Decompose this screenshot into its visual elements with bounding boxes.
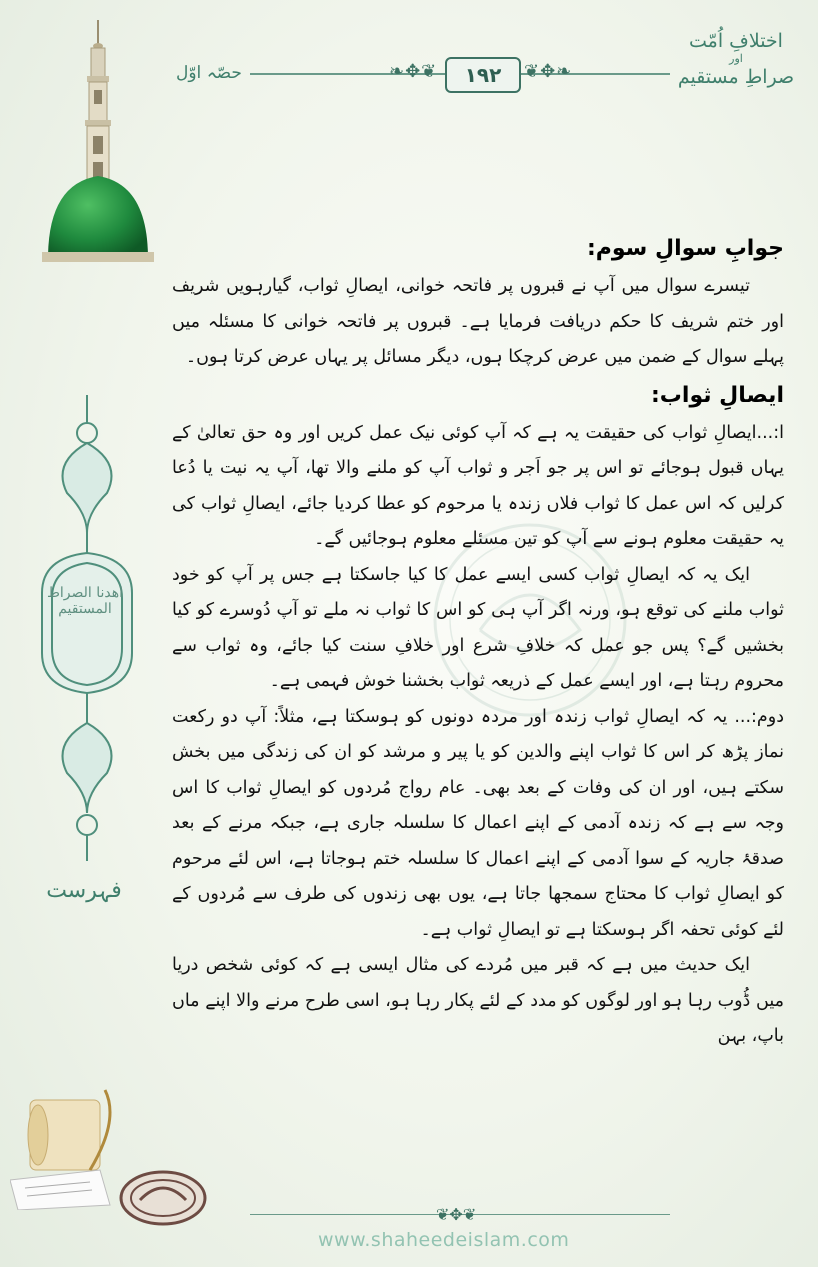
header-ornament-right-icon: ❦✥❧ <box>524 61 573 82</box>
paragraph-4: دوم:... یہ کہ ایصالِ ثواب زندہ اور مردہ دونوں کو ہوسکتا ہے، مثلاً: آپ دو رکعت نماز پڑھ کر اس کا ثواب اپنے والدین کو یا پیر و مرشد کو ان کی زندگی میں بخش سکتے ہیں، اور ان کی وفات کے بعد بھی۔ عام رواج مُردوں کو ایصالِ ثواب کا اس وجہ سے ہے کہ زندہ آدمی کے اپنے اعمال کا سلسلہ جاری ہے، جبکہ مرنے کے بعد صدقۂ جاریہ کے سوا آدمی کے اپنے اعمال کا سلسلہ ختم ہوجاتا ہے، اس لئے مرحوم کو ایصالِ ثواب کا محتاج سمجھا جاتا ہے، یوں بھی زندوں کی طرف سے مُردوں کے لئے کوئی تحفہ اگر ہوسکتا ہے تو ایصالِ ثواب ہے۔ <box>172 706 784 940</box>
paragraph-2: ا:...ایصالِ ثواب کی حقیقت یہ ہے کہ آپ کوئی نیک عمل کریں اور وہ حق تعالیٰ کے یہاں قبول ہوجائے تو اس پر جو اَجر و ثواب آپ کو ملنے والا تھا، آپ یہ نیت یا دُعا کرلیں کہ اس عمل کا ثواب فلاں زندہ یا مرحوم کو عطا کردیا جائے، ایصالِ ثواب کی یہ حقیقت معلوم ہونے سے آپ کو تین مسئلے معلوم ہوجائیں گے۔ <box>172 422 784 549</box>
page-number: ۱۹۲ <box>445 57 521 93</box>
book-title-connector: اور <box>729 52 743 65</box>
website-url[interactable]: www.shaheedeislam.com <box>318 1229 570 1251</box>
part-label: حصّہ اوّل <box>176 63 242 83</box>
side-ornament-label: اهدنا الصراط المستقيم <box>46 585 124 617</box>
scroll-quill-image <box>10 1080 130 1210</box>
heading-isal-e-sawab: ایصالِ ثواب: <box>651 382 784 408</box>
footer-ornament-icon: ❦✥❦ <box>436 1205 477 1224</box>
paragraph-5: ایک حدیث میں ہے کہ قبر میں مُردے کی مثال ایسی ہے کہ کوئی شخص دریا میں ڈُوب رہا ہو اور لوگوں کو مدد کے لئے پکار رہا ہو، اسی طرح مرنے والا اپنے ماں باپ، بہن <box>172 955 784 1046</box>
green-dome-minaret-image <box>28 14 168 264</box>
heading-answer-third-question: جوابِ سوالِ سوم: <box>586 236 784 261</box>
book-title <box>676 28 796 90</box>
main-text <box>172 229 784 1055</box>
paragraph-1: تیسرے سوال میں آپ نے قبروں پر فاتحہ خوانی، ایصالِ ثواب، گیارہویں شریف اور ختم شریف کا حکم دریافت فرمایا ہے۔ قبروں پر فاتحہ خوانی کا مسئلہ میں پہلے سوال کے ضمن میں عرض کرچکا ہوں، دیگر مسائل پر یہاں عرض کرتا ہوں۔ <box>172 276 784 367</box>
shaheed-e-islam-seal-icon <box>118 1168 208 1228</box>
paragraph-3: ایک یہ کہ ایصالِ ثواب کسی ایسے عمل کا کیا جاسکتا ہے جس پر آپ کو خود ثواب ملنے کی توقع ہو، ورنہ اگر آپ ہی کو اس کا ثواب نہ ملے تو آپ دُوسرے کو کیا بخشیں گے؟ پس جو عمل کہ خلافِ شرع اور خلافِ سنت کیا جائے، وہ ثواب سے محروم رہتا ہے، اور ایسے عمل کے ذریعہ ثواب بخشنا خوش فہمی ہے۔ <box>172 564 784 691</box>
book-title-line1: اختلافِ اُمّت <box>689 30 783 52</box>
side-ornament-icon <box>22 393 152 863</box>
header-ornament-left-icon: ❧✥❦ <box>389 61 438 82</box>
index-link[interactable]: فہرست <box>46 878 122 903</box>
book-title-line2: صراطِ مستقیم <box>677 66 795 88</box>
